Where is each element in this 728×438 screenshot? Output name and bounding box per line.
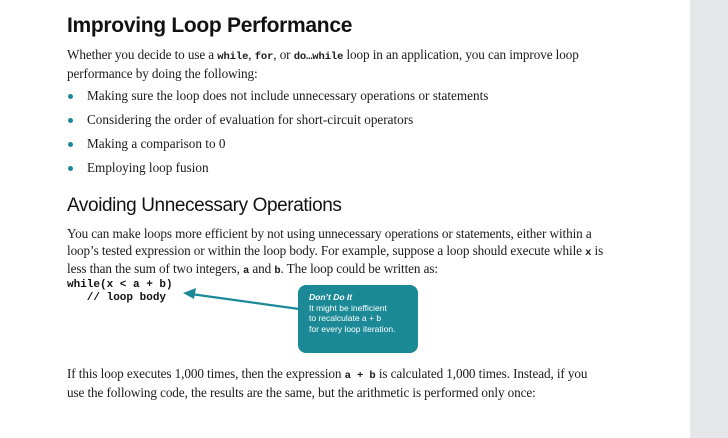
callout-line-3: for every loop iteration. — [309, 323, 396, 334]
code-line-1: while(x < a + b) — [67, 279, 173, 291]
callout-line-2: to recalculate a + b — [309, 313, 382, 323]
bullet-text: Making a comparison to 0 — [87, 136, 226, 151]
bullet-text: Employing loop fusion — [87, 160, 209, 175]
code-while: while — [217, 51, 249, 63]
section-heading: Improving Loop Performance — [67, 14, 353, 37]
subsection-heading: Avoiding Unnecessary Operations — [67, 195, 342, 216]
code-line-2: // loop body — [67, 292, 167, 304]
code-b: b — [274, 265, 281, 277]
code-for: for — [254, 51, 274, 63]
code-x: x — [585, 246, 592, 259]
para2-text-4: . The loop could be written as: — [280, 261, 438, 276]
callout-box — [298, 285, 418, 353]
code-a: a — [242, 265, 250, 277]
callout-line-1: It might be inefficient — [309, 302, 387, 313]
para2-text-2: is less than the sum of two integers, — [67, 242, 604, 276]
bullet-text: Making sure the loop does not include unnecessary operations or statements — [87, 88, 489, 103]
intro-text-2: loop in an application, you can improve loop performance by doing the following: — [67, 47, 579, 81]
body-paragraph-3 — [67, 366, 607, 401]
code-a-plus-b: a + b — [344, 370, 376, 382]
code-do-while: do…while — [293, 51, 344, 63]
intro-sep-2: , or — [273, 47, 294, 62]
bullet-text: Considering the order of evaluation for short-circuit operators — [87, 112, 414, 127]
intro-text-1: Whether you decide to use a — [67, 47, 218, 62]
callout-title: Don’t Do It — [309, 292, 353, 302]
page-margin-sidebar — [690, 0, 728, 438]
para2-text-3: and — [249, 261, 275, 276]
para2-text-1: You can make loops more efficient by not using unnecessary operations or statements, either within a loop’s tested expression or within the loop body. For example, suppose a loop should execute while — [67, 226, 592, 258]
intro-sep-1: , — [248, 47, 255, 62]
para3-text-1: If this loop executes 1,000 times, then the expression — [67, 366, 345, 381]
para3-text-2: is calculated 1,000 times. Instead, if you use the following code, the results are the same, but the arithmetic is performed only once: — [67, 366, 588, 400]
